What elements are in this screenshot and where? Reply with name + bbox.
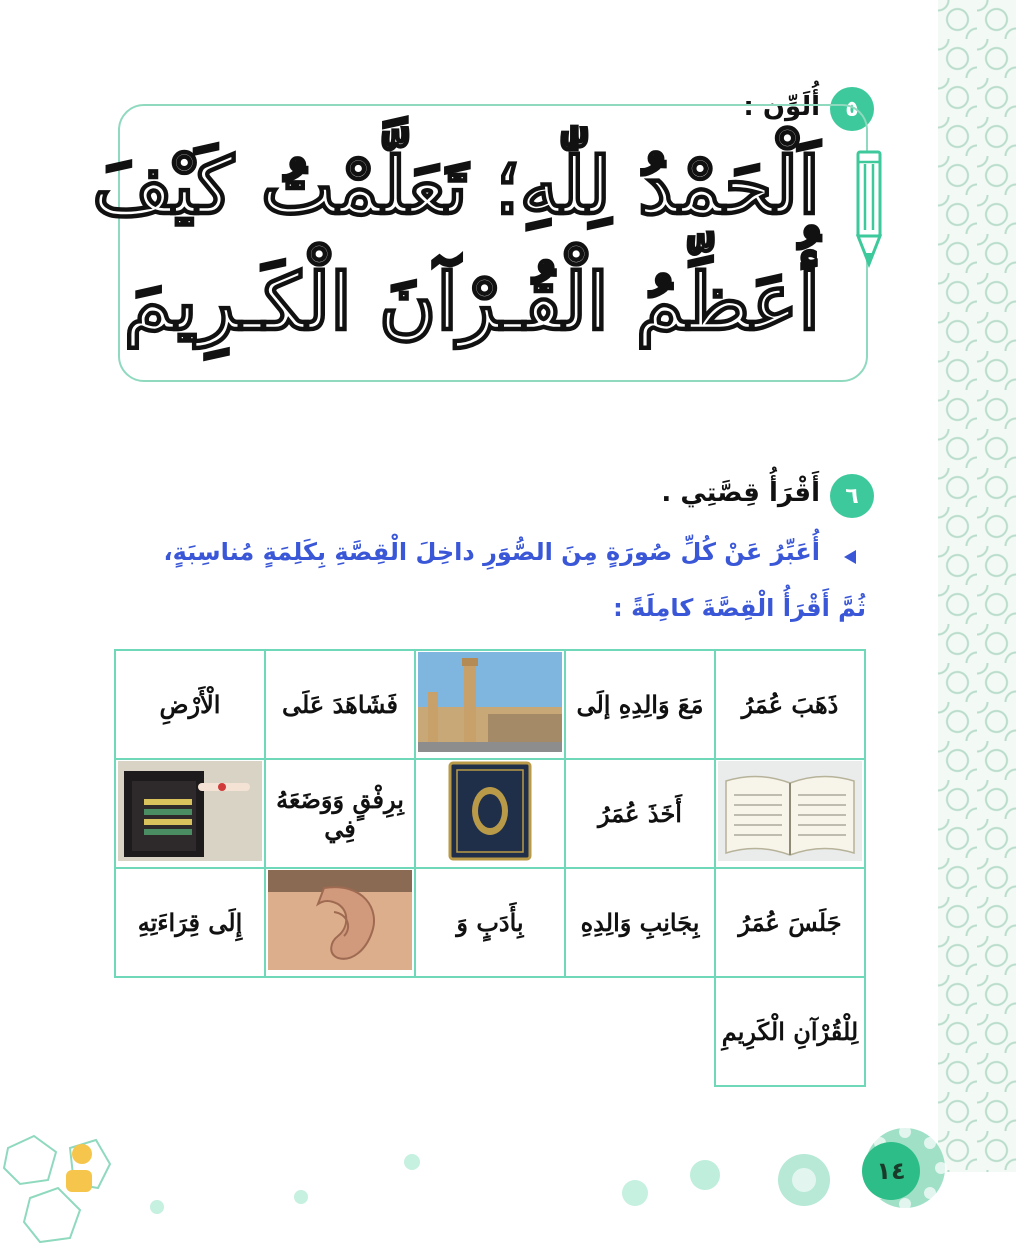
mosque-image bbox=[418, 652, 562, 752]
question-5-number: ٥ bbox=[845, 96, 859, 122]
rosette-decoration-icon bbox=[774, 1150, 834, 1210]
table-row bbox=[115, 977, 865, 1086]
rosette-decoration-icon bbox=[148, 1198, 166, 1216]
story-table bbox=[114, 649, 866, 1087]
table-row bbox=[115, 650, 865, 759]
question-6-title: أَقْرَأُ قِصَّتِي . bbox=[661, 478, 820, 508]
rosette-decoration-icon bbox=[620, 1178, 650, 1208]
side-pattern-border bbox=[938, 0, 1016, 1172]
coloring-line-1: اَلْحَمْدُ لِلّٰهِ؛ تَعَلَّمْتُ كَيْفَ bbox=[92, 141, 820, 232]
question-6-number: ٦ bbox=[845, 483, 859, 509]
question-5-title: أُلَوِّن : bbox=[743, 92, 820, 122]
ear-image bbox=[268, 870, 412, 970]
story-cell: جَلَسَ عُمَرُ bbox=[715, 868, 865, 977]
rosette-decoration-icon bbox=[292, 1188, 310, 1206]
open-quran-image bbox=[718, 761, 862, 861]
rosette-decoration-icon bbox=[688, 1158, 722, 1192]
story-cell: فَشَاهَدَ عَلَى bbox=[265, 650, 415, 759]
story-image-cell bbox=[715, 759, 865, 868]
instruction-line-1: أُعَبِّرُ عَنْ كُلِّ صُورَةٍ مِنَ الصُّوَرِ داخِلَ الْقِصَّةِ بِكَلِمَةٍ مُناسِبَةٍ، bbox=[163, 538, 820, 566]
table-row bbox=[115, 868, 865, 977]
quran-shelf-image bbox=[118, 761, 262, 861]
story-image-cell bbox=[415, 650, 565, 759]
story-image-cell bbox=[415, 759, 565, 868]
coloring-line-2: أُعَظِّمُ الْقُـرْآنَ الْكَـرِيمَ bbox=[123, 257, 820, 348]
corner-pattern-icon bbox=[0, 1118, 130, 1252]
page-number: ١٤ bbox=[862, 1142, 920, 1200]
story-image-cell bbox=[115, 759, 265, 868]
rosette-decoration-icon bbox=[402, 1152, 422, 1172]
story-cell: لِلْقُرْآنِ الْكَرِيمِ bbox=[715, 977, 865, 1086]
story-cell: أَخَذَ عُمَرُ bbox=[565, 759, 715, 868]
story-cell: بِجَانِبِ وَالِدِهِ bbox=[565, 868, 715, 977]
story-cell: ذَهَبَ عُمَرُ bbox=[715, 650, 865, 759]
story-image-cell bbox=[265, 868, 415, 977]
story-cell: بِأَدَبٍ وَ bbox=[415, 868, 565, 977]
question-6-badge bbox=[830, 474, 874, 518]
story-cell: مَعَ وَالِدِهِ إلَى bbox=[565, 650, 715, 759]
pencil-icon bbox=[856, 150, 882, 268]
story-cell: بِرِفْقٍ وَوَضَعَهُ فِي bbox=[265, 759, 415, 868]
instruction-line-2: ثُمَّ أَقْرَأُ الْقِصَّةَ كامِلَةً : bbox=[613, 594, 866, 622]
story-cell: الْأَرْضِ bbox=[115, 650, 265, 759]
story-cell: إِلَى قِرَاءَتِهِ bbox=[115, 868, 265, 977]
quran-book-image bbox=[448, 761, 532, 861]
bullet-triangle-icon bbox=[842, 549, 858, 565]
table-row bbox=[115, 759, 865, 868]
